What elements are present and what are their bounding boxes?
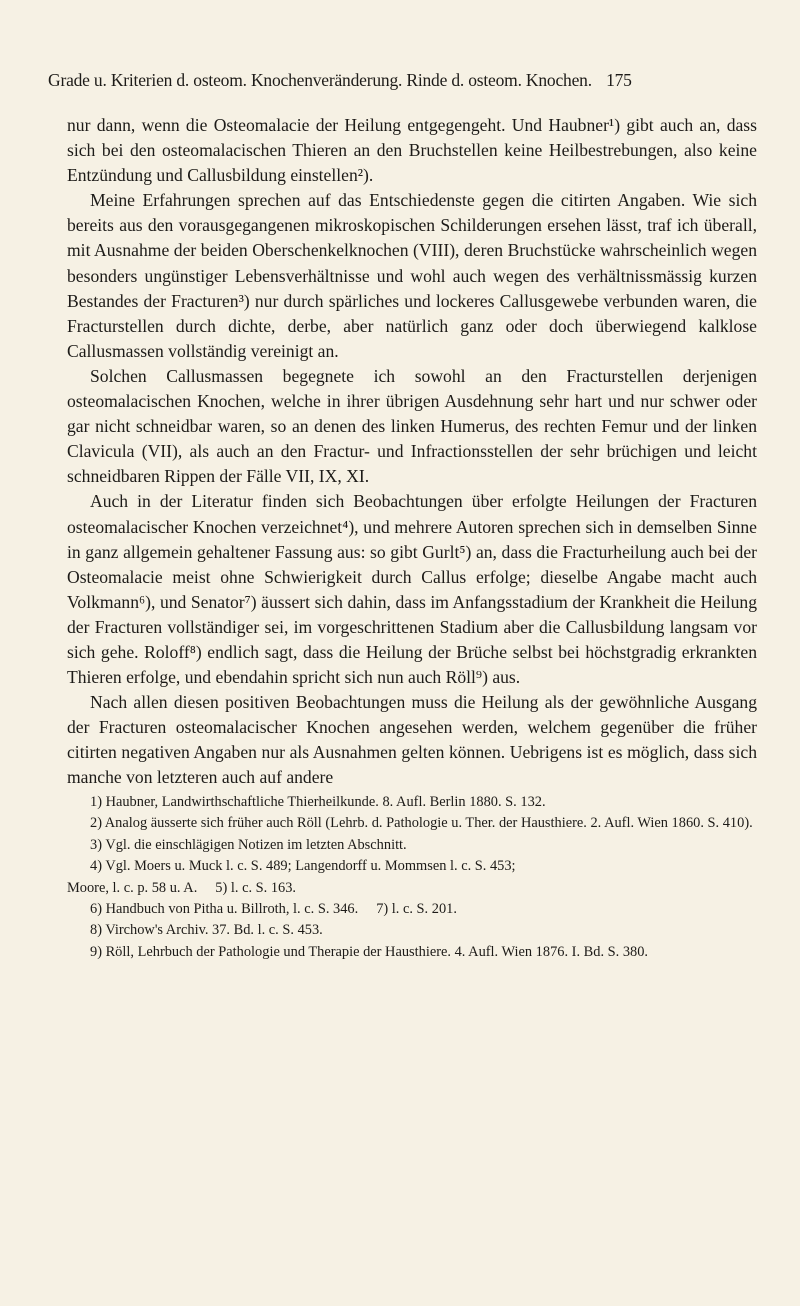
running-title: Grade u. Kriterien d. osteom. Knochenveränderung. Rinde d. osteom. Knochen. xyxy=(48,70,592,90)
footnote-4-5: Moore, l. c. p. 58 u. A. 5) l. c. S. 163. xyxy=(67,879,297,896)
footnote-9: 9) Röll, Lehrbuch der Pathologie und Therapie der Hausthiere. 4. Aufl. Wien 1876. I. Bd. S. 380. xyxy=(90,943,649,960)
paragraph-5: Nach allen diesen positiven Beobachtungen muss die Heilung als der gewöhnliche Ausgang der Fracturen osteomalacischer Knochen angesehen werden, welchem gegenüber die früher citirten negativen Angaben nur als Ausnahmen gelten können. Uebrigens ist es möglich, dass sich manche von letzteren auch auf andere xyxy=(67,692,757,788)
main-text xyxy=(67,113,757,791)
footnote-6-7: 6) Handbuch von Pitha u. Billroth, l. c. S. 346. 7) l. c. S. 201. xyxy=(90,901,457,918)
page-number: 175 xyxy=(606,70,632,90)
paragraph-4: Auch in der Literatur finden sich Beobachtungen über erfolgte Heilungen der Fracturen osteomalacischer Knochen verzeichnet⁴), und mehrere Autoren sprechen sich in demselben Sinne in ganz allgemein gehaltener Fassung aus: so gibt Gurlt⁵) an, dass die Fracturheilung auch bei der Osteomalacie meist ohne Schwierigkeit durch Callus erfolge; dieselbe Angabe macht auch Volkmann⁶), und Senator⁷) äussert sich dahin, dass im Anfangsstadium der Krankheit die Heilung der Fracturen vollständiger sei, im vorgeschrittenen Stadium aber die Callusbildung langsam vor sich gehe. Roloff⁸) endlich sagt, dass die Heilung der Brüche selbst bei höchstgradig erkrankten Thieren erfolge, und ebendahin spricht sich nun auch Röll⁹) aus. xyxy=(67,491,757,688)
running-header xyxy=(48,70,768,91)
footnote-2: 2) Analog äusserte sich früher auch Röll (Lehrb. d. Pathologie u. Ther. der Hausthiere. 2. Aufl. Wien 1860. S. 410). xyxy=(90,815,753,832)
footnotes xyxy=(67,792,757,963)
paragraph-2: Meine Erfahrungen sprechen auf das Entschiedenste gegen die citirten Angaben. Wie sich bereits aus den vorausgegangenen mikroskopischen Schilderungen ersehen lässt, traf ich überall, mit Ausnahme der beiden Oberschenkelknochen (VIII), deren Bruchstücke wahrscheinlich wegen besonders ungünstiger Lebensverhältnisse und wohl auch wegen des verhältnissmässig kurzen Bestandes der Fracturen³) nur durch spärliches und lockeres Callusgewebe verbunden waren, die Fracturstellen durch dichte, derbe, aber natürlich ganz oder doch überwiegend kalklose Callusmassen vollständig vereinigt an. xyxy=(67,190,757,361)
footnote-3: 3) Vgl. die einschlägigen Notizen im letzten Abschnitt. xyxy=(90,836,407,853)
paragraph-1: nur dann, wenn die Osteomalacie der Heilung entgegengeht. Und Haubner¹) gibt auch an, dass sich bei den osteomalacischen Thieren an den Bruchstellen keine Heilbestrebungen, also keine Entzündung und Callusbildung einstellen²). xyxy=(67,115,757,186)
footnote-8: 8) Virchow's Archiv. 37. Bd. l. c. S. 453. xyxy=(90,922,323,939)
footnote-1: 1) Haubner, Landwirthschaftliche Thierheilkunde. 8. Aufl. Berlin 1880. S. 132. xyxy=(90,794,546,810)
footnote-4: 4) Vgl. Moers u. Muck l. c. S. 489; Langendorff u. Mommsen l. c. S. 453; xyxy=(90,858,516,875)
paragraph-3: Solchen Callusmassen begegnete ich sowohl an den Fracturstellen derjenigen osteomalacischen Knochen, welche in ihrer übrigen Ausdehnung sehr hart und nur schwer oder gar nicht schneidbar waren, so an denen des linken Humerus, des rechten Femur und der linken Clavicula (VII), als auch an den Fractur- und Infractionsstellen der sehr brüchigen und leicht schneidbaren Rippen der Fälle VII, IX, XI. xyxy=(67,365,757,487)
